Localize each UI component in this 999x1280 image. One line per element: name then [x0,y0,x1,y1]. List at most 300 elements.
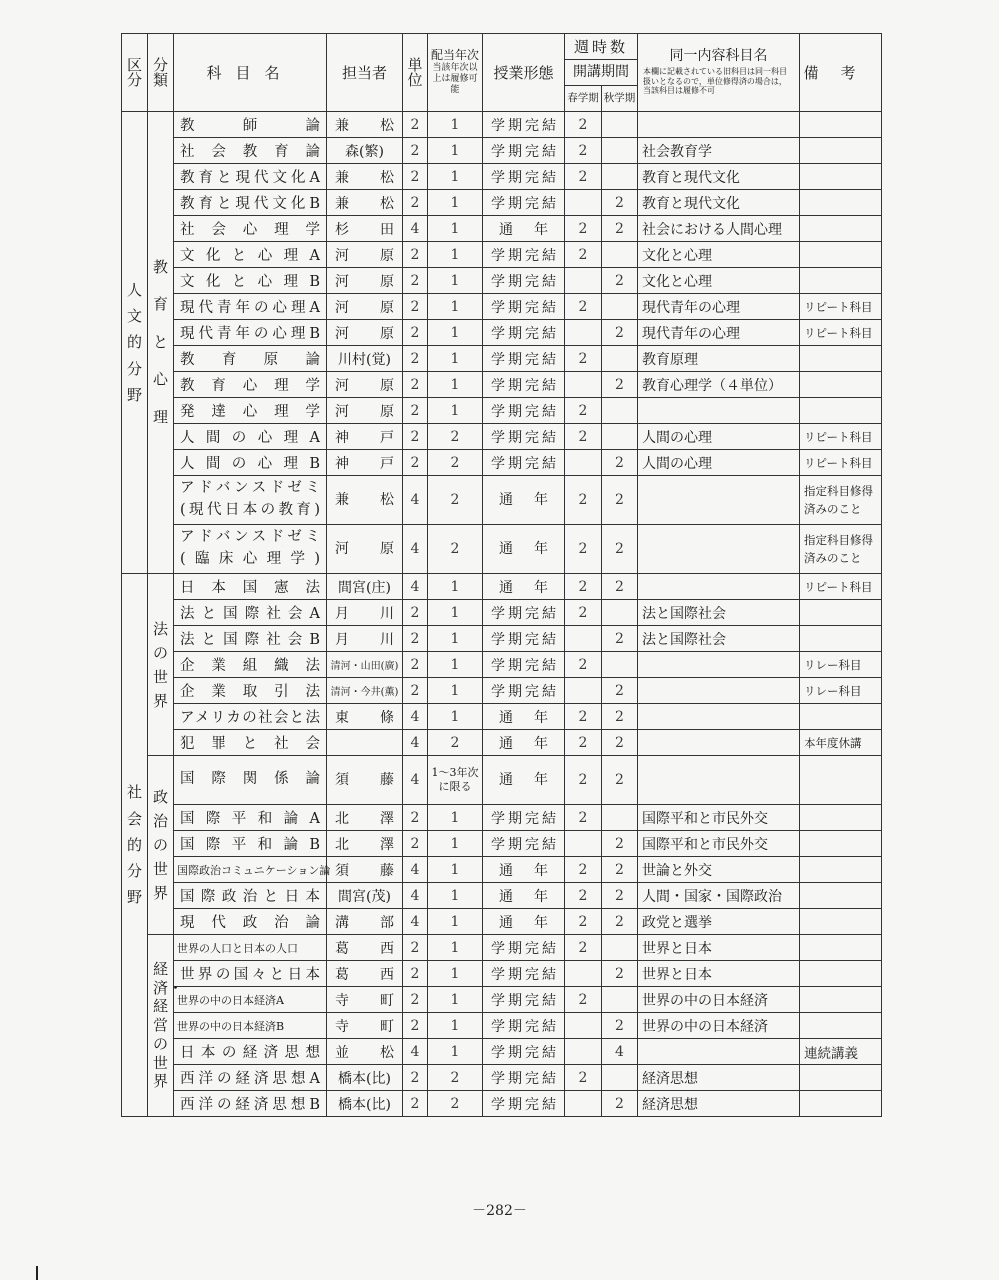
same-content-subject: 経済思想 [638,1065,800,1091]
remarks [800,216,882,242]
table-row [122,987,882,1013]
subject-name: 教育心理学 [174,372,327,398]
teacher: 兼松 [327,112,403,138]
autumn-hours: 2 [602,450,638,476]
credits: 2 [403,242,428,268]
teacher: 河原 [327,372,403,398]
header-same [638,34,800,112]
year: 1 [428,626,483,652]
group-kubun [122,574,148,1117]
page-number: －282－ [472,1203,527,1219]
course-rows [122,112,882,1117]
spring-hours: 2 [565,525,602,574]
year: 1 [428,805,483,831]
table-row [122,652,882,678]
subject-name: 人間の心理B [174,450,327,476]
subject-name: 企業組織法 [174,652,327,678]
remarks [800,372,882,398]
table-row [122,1039,882,1065]
remarks [800,346,882,372]
teacher: 葛西 [327,935,403,961]
year: 1 [428,268,483,294]
class-form: 学期完結 [483,1039,565,1065]
credits: 4 [403,857,428,883]
remarks [800,1065,882,1091]
same-content-subject [638,574,800,600]
credits: 2 [403,450,428,476]
same-content-subject [638,112,800,138]
year: 2 [428,1091,483,1117]
credits: 2 [403,372,428,398]
subject-name: 現代青年の心理A [174,294,327,320]
spring-hours: 2 [565,730,602,756]
spring-hours: 2 [565,164,602,190]
teacher: 神戸 [327,424,403,450]
year: 1 [428,138,483,164]
subject-name: 国際関係論 [174,756,327,805]
year: 1 [428,216,483,242]
autumn-hours [602,652,638,678]
subject-name: 教師論 [174,112,327,138]
autumn-hours [602,242,638,268]
same-content-subject: 経済思想 [638,1091,800,1117]
table-row [122,164,882,190]
header-credits: 単位 [403,34,428,112]
spring-hours [565,1013,602,1039]
year: 2 [428,1065,483,1091]
teacher: 兼松 [327,164,403,190]
remarks [800,190,882,216]
header-weekly: 週時数 [565,34,638,60]
spring-hours [565,1091,602,1117]
group-bunrui-label: 法の世界 [153,619,169,710]
teacher: 河原 [327,242,403,268]
autumn-hours [602,935,638,961]
teacher: 森(繁) [327,138,403,164]
remarks [800,242,882,268]
remarks [800,857,882,883]
header-spring: 春学期 [565,86,602,112]
spring-hours [565,626,602,652]
year: 1 [428,704,483,730]
same-content-subject: 法と国際社会 [638,600,800,626]
subject-name: 国際政治と日本 [174,883,327,909]
group-bunrui [148,574,174,756]
credits: 2 [403,600,428,626]
class-form: 通年 [483,909,565,935]
year: 1 [428,600,483,626]
year: 1 [428,935,483,961]
teacher: 清河・山田(廣) [327,652,403,678]
same-content-subject: 人間・国家・国際政治 [638,883,800,909]
spring-hours: 2 [565,424,602,450]
spring-hours: 2 [565,294,602,320]
subject-name: 社会心理学 [174,216,327,242]
header-autumn: 秋学期 [602,86,638,112]
autumn-hours: 2 [602,678,638,704]
remarks [800,961,882,987]
teacher: 橋本(比) [327,1065,403,1091]
group-kubun [122,112,148,574]
teacher: 須藤 [327,756,403,805]
year: 2 [428,450,483,476]
table-row [122,1091,882,1117]
spring-hours [565,450,602,476]
credits: 2 [403,320,428,346]
autumn-hours: 2 [602,1013,638,1039]
remarks [800,909,882,935]
table-row [122,216,882,242]
credits: 2 [403,424,428,450]
spring-hours: 2 [565,909,602,935]
credits: 2 [403,935,428,961]
class-form: 学期完結 [483,961,565,987]
autumn-hours: 2 [602,909,638,935]
same-content-subject: 世界の中の日本経済 [638,987,800,1013]
table-row [122,450,882,476]
class-form: 学期完結 [483,935,565,961]
spring-hours: 2 [565,1065,602,1091]
same-content-subject [638,730,800,756]
spring-hours [565,1039,602,1065]
teacher: 河原 [327,320,403,346]
class-form: 通年 [483,525,565,574]
same-content-subject: 文化と心理 [638,242,800,268]
course-table [121,33,882,1117]
class-form: 学期完結 [483,190,565,216]
spring-hours: 2 [565,242,602,268]
teacher: 河原 [327,398,403,424]
table-row [122,935,882,961]
credits: 2 [403,626,428,652]
header-same-title: 同一内容科目名 [669,48,768,65]
group-kubun-label: 人文的分野 [127,280,143,404]
spring-hours [565,190,602,216]
year: 1 [428,909,483,935]
subject-name [174,476,327,525]
year: 1 [428,372,483,398]
year: 1 [428,320,483,346]
teacher: 葛西 [327,961,403,987]
year: 1 [428,164,483,190]
header-teacher: 担当者 [327,34,403,112]
table-row [122,961,882,987]
course-sheet [121,33,882,1117]
group-kubun-label: 社会的分野 [127,783,143,907]
autumn-hours: 2 [602,857,638,883]
year: 1 [428,857,483,883]
autumn-hours [602,346,638,372]
subject-name-line2: (臨床心理学) [180,551,320,567]
same-content-subject: 社会教育学 [638,138,800,164]
subject-name: 日本の経済思想 [174,1039,327,1065]
autumn-hours [602,112,638,138]
credits: 2 [403,138,428,164]
header-kubun: 区分 [122,34,148,112]
subject-name: アメリカの社会と法 [174,704,327,730]
subject-name-line1: アドバンスドゼミ [180,529,320,546]
same-content-subject [638,678,800,704]
class-form: 学期完結 [483,138,565,164]
subject-name: 世界の中の日本経済B [174,1013,327,1039]
header-year-title: 配当年次 [430,48,479,63]
same-content-subject: 教育と現代文化 [638,164,800,190]
remarks: 指定科目修得済みのこと [800,476,882,525]
class-form: 通年 [483,574,565,600]
class-form: 通年 [483,476,565,525]
remarks: リピート科目 [800,574,882,600]
table-row [122,190,882,216]
spring-hours: 2 [565,883,602,909]
year: 1 [428,1039,483,1065]
subject-name: 教育と現代文化A [174,164,327,190]
year: 1 [428,242,483,268]
class-form: 通年 [483,883,565,909]
same-content-subject: 現代青年の心理 [638,320,800,346]
subject-name: 日本国憲法 [174,574,327,600]
teacher: 月川 [327,600,403,626]
spring-hours [565,320,602,346]
year: 1 [428,190,483,216]
subject-name: 文化と心理A [174,242,327,268]
class-form: 学期完結 [483,987,565,1013]
same-content-subject: 世界と日本 [638,961,800,987]
credits: 2 [403,805,428,831]
table-row [122,138,882,164]
class-form: 学期完結 [483,678,565,704]
teacher: 東條 [327,704,403,730]
spring-hours [565,372,602,398]
autumn-hours: 2 [602,574,638,600]
class-form: 学期完結 [483,1091,565,1117]
teacher: 兼松 [327,190,403,216]
spring-hours: 2 [565,652,602,678]
subject-name: 企業取引法 [174,678,327,704]
subject-name-line2: (現代日本の教育) [180,502,320,518]
credits: 2 [403,1013,428,1039]
subject-name: 西洋の経済思想B [174,1091,327,1117]
autumn-hours [602,987,638,1013]
year: 1 [428,1013,483,1039]
remarks [800,1091,882,1117]
teacher: 橋本(比) [327,1091,403,1117]
credits: 2 [403,1065,428,1091]
remarks [800,805,882,831]
credits: 2 [403,164,428,190]
class-form: 通年 [483,756,565,805]
spring-hours: 2 [565,756,602,805]
table-row [122,600,882,626]
class-form: 学期完結 [483,320,565,346]
table-row [122,346,882,372]
spring-hours: 2 [565,704,602,730]
credits: 2 [403,678,428,704]
credits: 2 [403,268,428,294]
header-year [428,34,483,112]
class-form: 通年 [483,857,565,883]
year: 1 [428,883,483,909]
subject-name: 教育原論 [174,346,327,372]
same-content-subject: 教育心理学（４単位） [638,372,800,398]
header-subject: 科目名 [174,34,327,112]
teacher: 間宮(庄) [327,574,403,600]
table-row [122,320,882,346]
autumn-hours: 4 [602,1039,638,1065]
spring-hours: 2 [565,112,602,138]
remarks [800,112,882,138]
teacher: 北澤 [327,805,403,831]
class-form: 学期完結 [483,112,565,138]
autumn-hours [602,805,638,831]
subject-name: 発達心理学 [174,398,327,424]
year: 1 [428,398,483,424]
autumn-hours: 2 [602,268,638,294]
year: 2 [428,525,483,574]
same-content-subject: 人間の心理 [638,450,800,476]
spring-hours: 2 [565,346,602,372]
autumn-hours [602,138,638,164]
class-form: 学期完結 [483,1065,565,1091]
remarks [800,987,882,1013]
same-content-subject [638,756,800,805]
teacher: 河原 [327,294,403,320]
table-row [122,242,882,268]
remarks [800,600,882,626]
remarks [800,756,882,805]
autumn-hours [602,424,638,450]
same-content-subject [638,476,800,525]
teacher: 兼松 [327,476,403,525]
same-content-subject: 世界の中の日本経済 [638,1013,800,1039]
credits: 4 [403,704,428,730]
remarks: リレー科目 [800,652,882,678]
subject-name: 世界の中の日本経済A [174,987,327,1013]
autumn-hours: 2 [602,190,638,216]
teacher: 川村(覚) [327,346,403,372]
class-form: 学期完結 [483,242,565,268]
spring-hours: 2 [565,987,602,1013]
remarks: リピート科目 [800,320,882,346]
subject-name: 国際平和論A [174,805,327,831]
autumn-hours: 2 [602,476,638,525]
credits: 2 [403,961,428,987]
class-form: 学期完結 [483,268,565,294]
table-row [122,372,882,398]
spring-hours: 2 [565,600,602,626]
credits: 4 [403,525,428,574]
scan-edge-mark [36,1266,38,1280]
remarks [800,1013,882,1039]
autumn-hours: 2 [602,372,638,398]
subject-name: 世界の国々と日本 [174,961,327,987]
remarks [800,164,882,190]
class-form: 学期完結 [483,294,565,320]
spring-hours [565,678,602,704]
class-form: 学期完結 [483,626,565,652]
subject-name: 世界の人口と日本の人口 [174,935,327,961]
teacher: 神戸 [327,450,403,476]
subject-name: 文化と心理B [174,268,327,294]
subject-name: 国際平和論B [174,831,327,857]
year: 2 [428,476,483,525]
header-remarks: 備考 [800,34,882,112]
same-content-subject: 国際平和と市民外交 [638,805,800,831]
table-row [122,112,882,138]
class-form: 学期完結 [483,450,565,476]
spring-hours: 2 [565,805,602,831]
subject-name-line1: アドバンスドゼミ [180,480,320,497]
autumn-hours: 2 [602,626,638,652]
teacher: 清河・今井(薫) [327,678,403,704]
spring-hours: 2 [565,574,602,600]
class-form: 学期完結 [483,164,565,190]
class-form: 通年 [483,704,565,730]
spring-hours: 2 [565,476,602,525]
group-bunrui-label: 政治の世界 [153,788,169,902]
table-row [122,831,882,857]
credits: 4 [403,1039,428,1065]
class-form: 学期完結 [483,1013,565,1039]
same-content-subject: 国際平和と市民外交 [638,831,800,857]
spring-hours [565,268,602,294]
table-row [122,294,882,320]
year: 1 [428,574,483,600]
remarks: リピート科目 [800,424,882,450]
autumn-hours: 2 [602,320,638,346]
group-bunrui-label: 経済・経営の世界 [153,959,184,1091]
header-bunrui: 分類 [148,34,174,112]
teacher: 寺町 [327,987,403,1013]
same-content-subject [638,398,800,424]
same-content-subject: 教育と現代文化 [638,190,800,216]
subject-name: 西洋の経済思想A [174,1065,327,1091]
remarks: リピート科目 [800,450,882,476]
remarks [800,831,882,857]
autumn-hours: 2 [602,756,638,805]
credits: 2 [403,652,428,678]
table-row [122,805,882,831]
subject-name: 現代青年の心理B [174,320,327,346]
same-content-subject: 世論と外交 [638,857,800,883]
table-row [122,424,882,450]
spring-hours: 2 [565,398,602,424]
spring-hours [565,961,602,987]
autumn-hours [602,600,638,626]
spring-hours: 2 [565,935,602,961]
spring-hours: 2 [565,216,602,242]
class-form: 学期完結 [483,398,565,424]
table-row [122,1065,882,1091]
teacher: 月川 [327,626,403,652]
autumn-hours: 2 [602,883,638,909]
header-period: 開講期間 [565,60,638,86]
same-content-subject [638,704,800,730]
header-same-note: 本欄に記載されている旧科目は同一科目扱いとなるので，単位修得済の場合は，当該科目は履修不可 [643,67,788,96]
year: 1 [428,346,483,372]
same-content-subject [638,1039,800,1065]
remarks: リピート科目 [800,294,882,320]
same-content-subject [638,652,800,678]
remarks [800,935,882,961]
same-content-subject: 教育原理 [638,346,800,372]
year: 1 [428,652,483,678]
credits: 2 [403,831,428,857]
autumn-hours: 2 [602,525,638,574]
year: 1～3年次に限る [428,756,483,805]
credits: 2 [403,346,428,372]
table-row [122,398,882,424]
year: 2 [428,730,483,756]
